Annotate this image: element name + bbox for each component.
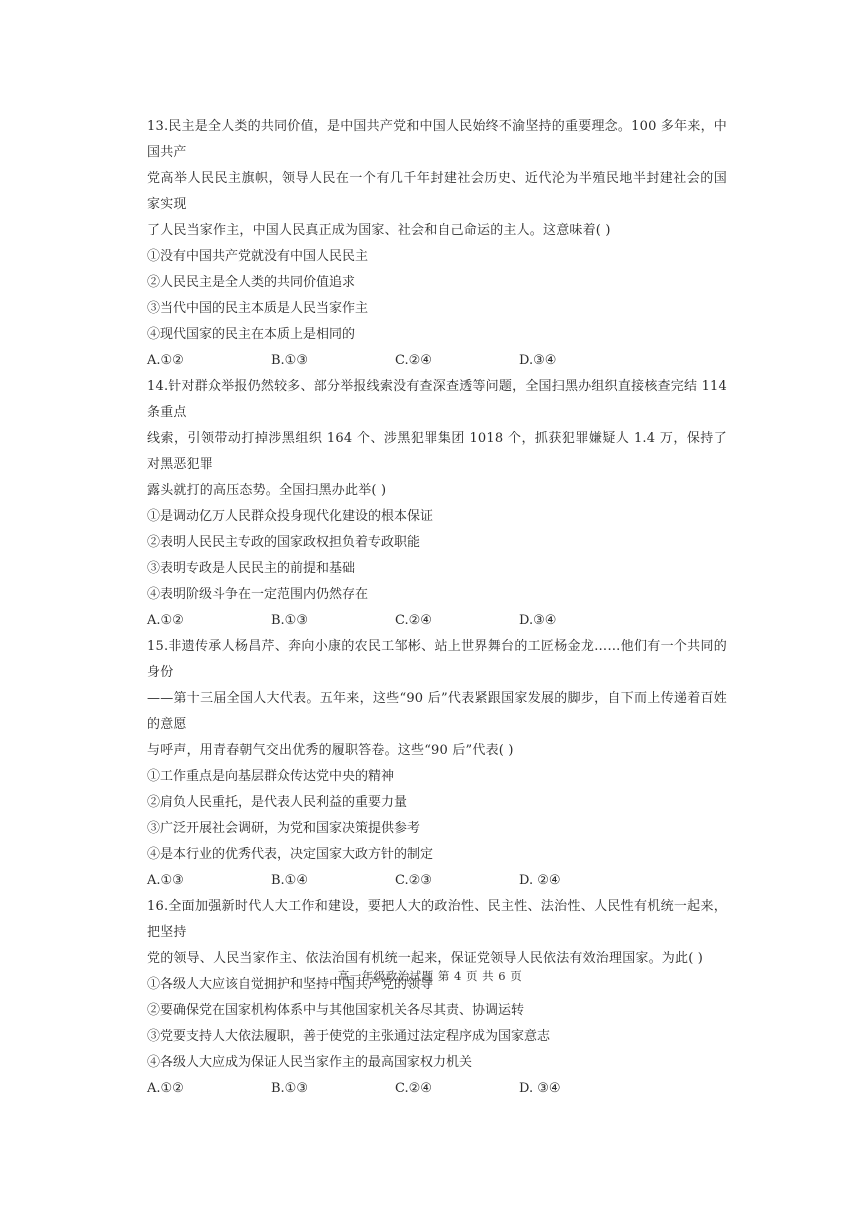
- question-14: [147, 374, 727, 634]
- answer-choices: [147, 608, 727, 634]
- statement-option: ②表明人民民主专政的国家政权担负着专政职能: [147, 535, 421, 550]
- choice-d: D.③④: [519, 353, 557, 368]
- question-stem-line: 了人民当家作主，中国人民真正成为国家、社会和自己命运的主人。这意味着( ): [147, 223, 611, 238]
- statement-option: ①是调动亿万人民群众投身现代化建设的根本保证: [147, 509, 434, 524]
- question-stem-line: ——第十三届全国人大代表。五年来，这些“90 后”代表紧跟国家发展的脚步，自下而上传递着百姓的意愿: [147, 691, 727, 732]
- choice-d: D.③④: [519, 613, 557, 628]
- choice-b: B.①③: [271, 613, 308, 628]
- question-stem-line: 线索，引领带动打掉涉黑组织 164 个、涉黑犯罪集团 1018 个，抓获犯罪嫌疑人 1.4 万，保持了对黑恶犯罪: [147, 431, 727, 472]
- statement-option: ②人民民主是全人类的共同价值追求: [147, 275, 356, 290]
- statement-option: ②要确保党在国家机构体系中与其他国家机关各尽其责、协调运转: [147, 1003, 525, 1018]
- question-stem-line: 15.非遗传承人杨昌芹、奔向小康的农民工邹彬、站上世界舞台的工匠杨金龙……他们有一个共同的身份: [147, 639, 727, 680]
- question-stem-line: 党的领导、人民当家作主、依法治国有机统一起来，保证党领导人民依法有效治理国家。为此( ): [147, 951, 704, 966]
- statement-option: ④现代国家的民主在本质上是相同的: [147, 327, 356, 342]
- question-16: [147, 894, 727, 1102]
- choice-a: A.①②: [147, 613, 184, 628]
- choice-b: B.①③: [271, 1081, 308, 1096]
- statement-option: ③广泛开展社会调研，为党和国家决策提供参考: [147, 821, 421, 836]
- answer-choices: [147, 868, 727, 894]
- question-stem-line: 16.全面加强新时代人大工作和建设，要把人大的政治性、民主性、法治性、人民性有机统一起来，把坚持: [147, 899, 727, 940]
- question-stem-line: 露头就打的高压态势。全国扫黑办此举( ): [147, 483, 387, 498]
- statement-option: ③当代中国的民主本质是人民当家作主: [147, 301, 369, 316]
- answer-choices: [147, 1076, 727, 1102]
- statement-option: ③表明专政是人民民主的前提和基础: [147, 561, 356, 576]
- choice-c: C.②④: [395, 1081, 432, 1096]
- choice-d: D. ③④: [519, 1081, 561, 1096]
- question-13: [147, 114, 727, 374]
- statement-option: ③党要支持人大依法履职，善于使党的主张通过法定程序成为国家意志: [147, 1029, 551, 1044]
- exam-page: [147, 114, 727, 1102]
- page-footer: 高一年级政治试题 第 4 页 共 6 页: [337, 969, 523, 983]
- statement-option: ④表明阶级斗争在一定范围内仍然存在: [147, 587, 369, 602]
- choice-c: C.②④: [395, 353, 432, 368]
- question-stem-line: 党高举人民民主旗帜，领导人民在一个有几千年封建社会历史、近代沦为半殖民地半封建社会的国家实现: [147, 171, 727, 212]
- question-15: [147, 634, 727, 894]
- statement-option: ①各级人大应该自觉拥护和坚持中国共产党的领导: [147, 977, 434, 992]
- choice-c: C.②③: [395, 873, 432, 888]
- question-stem-line: 14.针对群众举报仍然较多、部分举报线索没有查深查透等问题，全国扫黑办组织直接核查完结 114 条重点: [147, 379, 727, 420]
- choice-d: D. ②④: [519, 873, 561, 888]
- answer-choices: [147, 348, 727, 374]
- statement-option: ④是本行业的优秀代表，决定国家大政方针的制定: [147, 847, 434, 862]
- choice-c: C.②④: [395, 613, 432, 628]
- choice-b: B.①④: [271, 873, 308, 888]
- statement-option: ④各级人大应成为保证人民当家作主的最高国家权力机关: [147, 1055, 473, 1070]
- question-stem-line: 与呼声，用青春朝气交出优秀的履职答卷。这些“90 后”代表( ): [147, 743, 514, 758]
- statement-option: ①没有中国共产党就没有中国人民民主: [147, 249, 369, 264]
- choice-a: A.①②: [147, 1081, 184, 1096]
- question-stem-line: 13.民主是全人类的共同价值，是中国共产党和中国人民始终不渝坚持的重要理念。100 多年来，中国共产: [147, 119, 727, 160]
- choice-a: A.①③: [147, 873, 184, 888]
- statement-option: ②肩负人民重托，是代表人民利益的重要力量: [147, 795, 408, 810]
- statement-option: ①工作重点是向基层群众传达党中央的精神: [147, 769, 395, 784]
- choice-b: B.①③: [271, 353, 308, 368]
- choice-a: A.①②: [147, 353, 184, 368]
